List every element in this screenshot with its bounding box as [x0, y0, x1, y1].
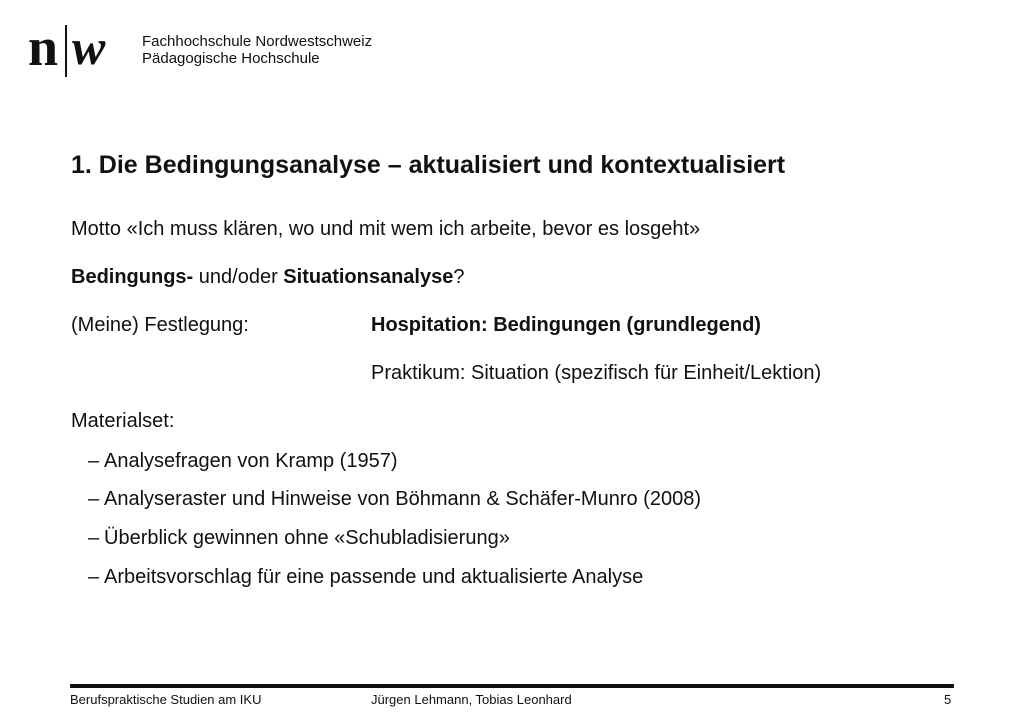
- motto-text: Motto «Ich muss klären, wo und mit wem ich arbeite, bevor es losgeht»: [71, 218, 701, 240]
- logo-letter-w: w: [72, 19, 106, 75]
- logo-divider: [65, 25, 67, 77]
- bullet-dash: –: [88, 488, 100, 510]
- list-item: [88, 525, 510, 551]
- decision-praktikum: Praktikum: Situation (spezifisch für Einheit/Lektion): [371, 362, 822, 384]
- institution-name: [142, 33, 372, 67]
- list-item-text: Analysefragen von Kramp (1957): [104, 450, 398, 472]
- slide-title: 1. Die Bedingungsanalyse – aktualisiert und kontextualisiert: [71, 151, 786, 179]
- bullet-dash: –: [88, 527, 100, 549]
- institution-line-1: Fachhochschule Nordwestschweiz: [142, 33, 373, 50]
- decision-hospitation: Hospitation: Bedingungen (grundlegend): [371, 314, 761, 336]
- list-item-text: Überblick gewinnen ohne «Schubladisierung»: [104, 527, 510, 549]
- list-item: [88, 486, 701, 512]
- institution-line-2: Pädagogische Hochschule: [142, 50, 320, 67]
- question-connector: und/oder: [193, 266, 284, 288]
- materials-heading: Materialset:: [71, 410, 175, 432]
- footer-rule: [70, 684, 954, 688]
- question-mark: ?: [453, 266, 465, 288]
- question-bold-2: Situationsanalyse: [283, 266, 454, 288]
- footer-authors: Jürgen Lehmann, Tobias Leonhard: [371, 692, 572, 707]
- list-item: [88, 564, 643, 590]
- list-item-text: Arbeitsvorschlag für eine passende und aktualisierte Analyse: [104, 566, 644, 588]
- list-item-text: Analyseraster und Hinweise von Böhmann & Schäfer-Munro (2008): [104, 488, 701, 510]
- question-bold-1: Bedingungs-: [71, 266, 194, 288]
- analysis-question: [71, 264, 464, 290]
- bullet-dash: –: [88, 450, 100, 472]
- decision-label: (Meine) Festlegung:: [71, 314, 249, 336]
- footer-course: Berufspraktische Studien am IKU: [70, 692, 262, 707]
- list-item: [88, 448, 398, 474]
- logo-letter-n: n: [28, 17, 59, 77]
- bullet-dash: –: [88, 566, 100, 588]
- page-number: 5: [944, 692, 952, 707]
